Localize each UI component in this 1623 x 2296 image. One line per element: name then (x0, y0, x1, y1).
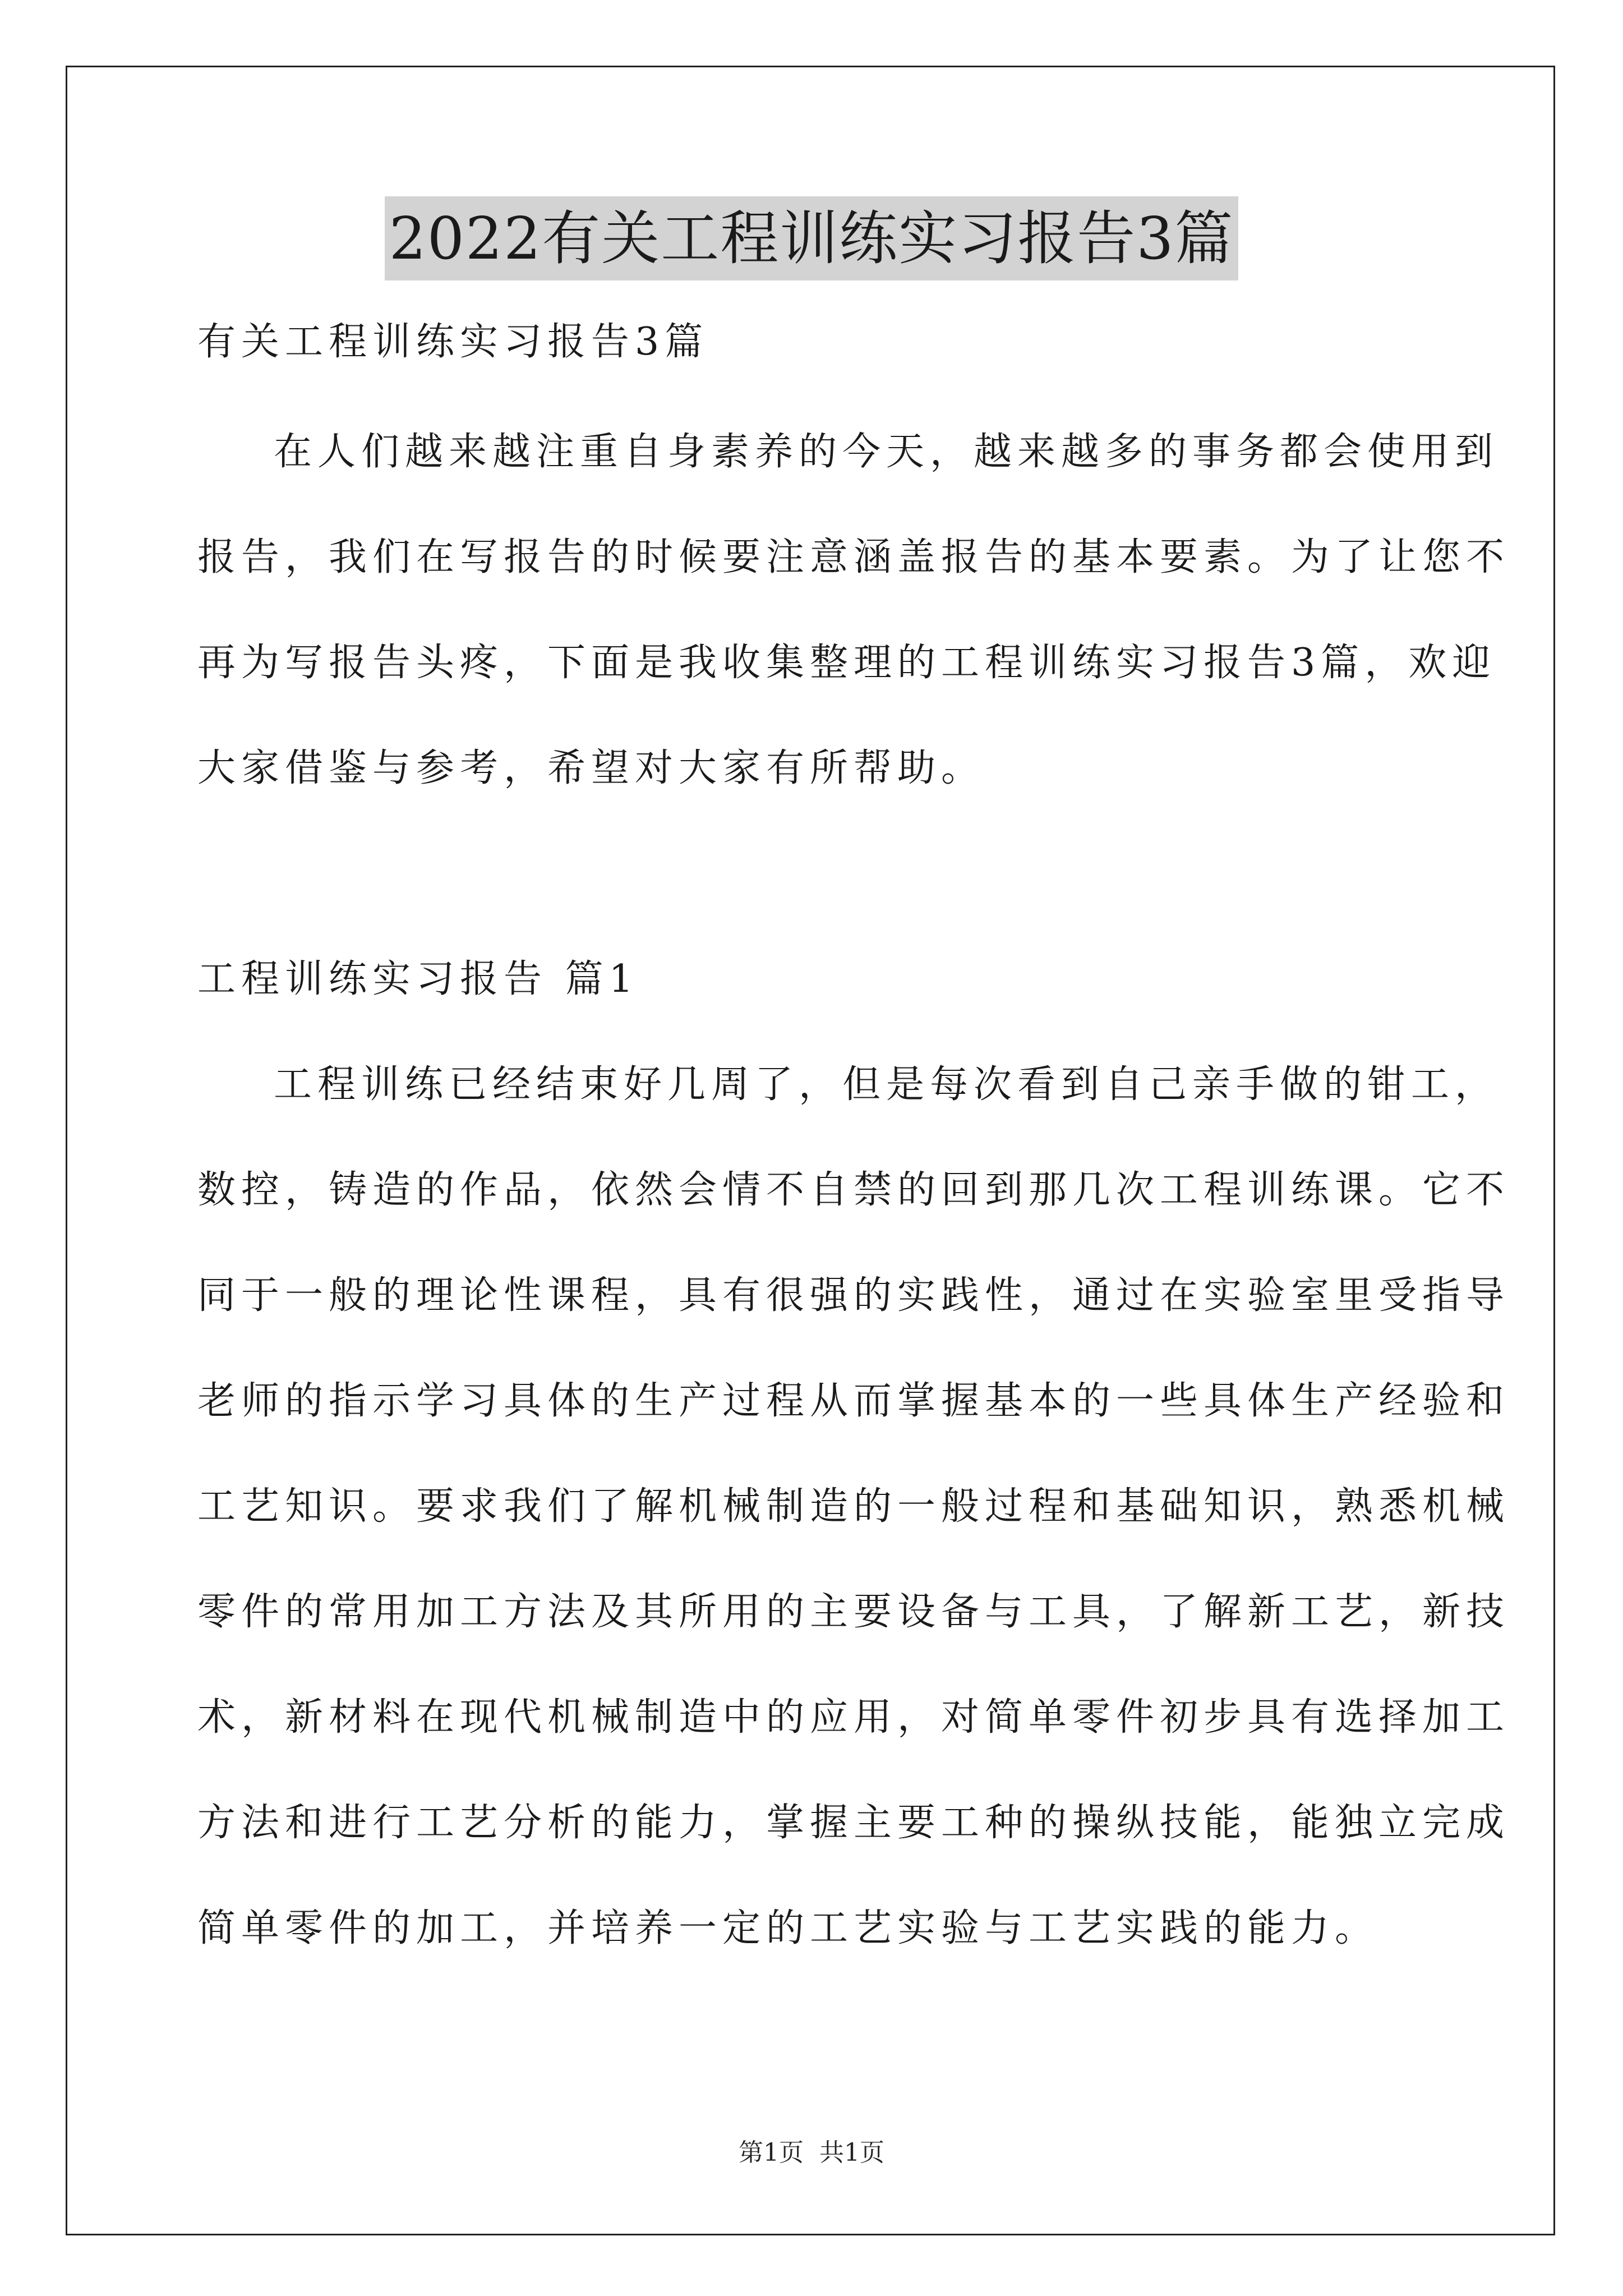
body-line: 术，新材料在现代机械制造中的应用，对简单零件初步具有选择加工 (197, 1695, 1510, 1740)
body-line: 简单零件的加工，并培养一定的工艺实验与工艺实践的能力。 (197, 1906, 1379, 1950)
body-line: 工艺知识。要求我们了解机械制造的一般过程和基础知识，熟悉机械 (197, 1484, 1510, 1529)
body-line: 数控，铸造的作品，依然会情不自禁的回到那几次工程训练课。它不 (197, 1168, 1510, 1212)
intro-line: 报告，我们在写报告的时候要注意涵盖报告的基本要素。为了让您不 (197, 535, 1510, 579)
intro-line: 大家借鉴与参考，希望对大家有所帮助。 (197, 746, 985, 790)
body-line: 老师的指示学习具体的生产过程从而掌握基本的一些具体生产经验和 (197, 1379, 1510, 1423)
page-footer (0, 2136, 1623, 2170)
page-total: 共1页 (819, 2138, 884, 2167)
page-number: 第1页 (739, 2138, 804, 2167)
intro-line: 再为写报告头疼，下面是我收集整理的工程训练实习报告3篇，欢迎 (197, 641, 1496, 685)
body-line: 工程训练已经结束好几周了，但是每次看到自己亲手做的钳工， (274, 1062, 1499, 1107)
body-line: 零件的常用加工方法及其所用的主要设备与工具，了解新工艺，新技 (197, 1590, 1510, 1634)
body-line: 方法和进行工艺分析的能力，掌握主要工种的操纵技能，能独立完成 (197, 1801, 1510, 1845)
intro-line: 在人们越来越注重自身素养的今天，越来越多的事务都会使用到 (274, 430, 1499, 474)
document-title-text: 2022有关工程训练实习报告3篇 (385, 196, 1239, 280)
body-line: 同于一般的理论性课程，具有很强的实践性，通过在实验室里受指导 (197, 1273, 1510, 1318)
document-title (0, 196, 1623, 280)
section-heading: 工程训练实习报告 篇1 (197, 957, 639, 1001)
subtitle: 有关工程训练实习报告3篇 (197, 320, 709, 364)
